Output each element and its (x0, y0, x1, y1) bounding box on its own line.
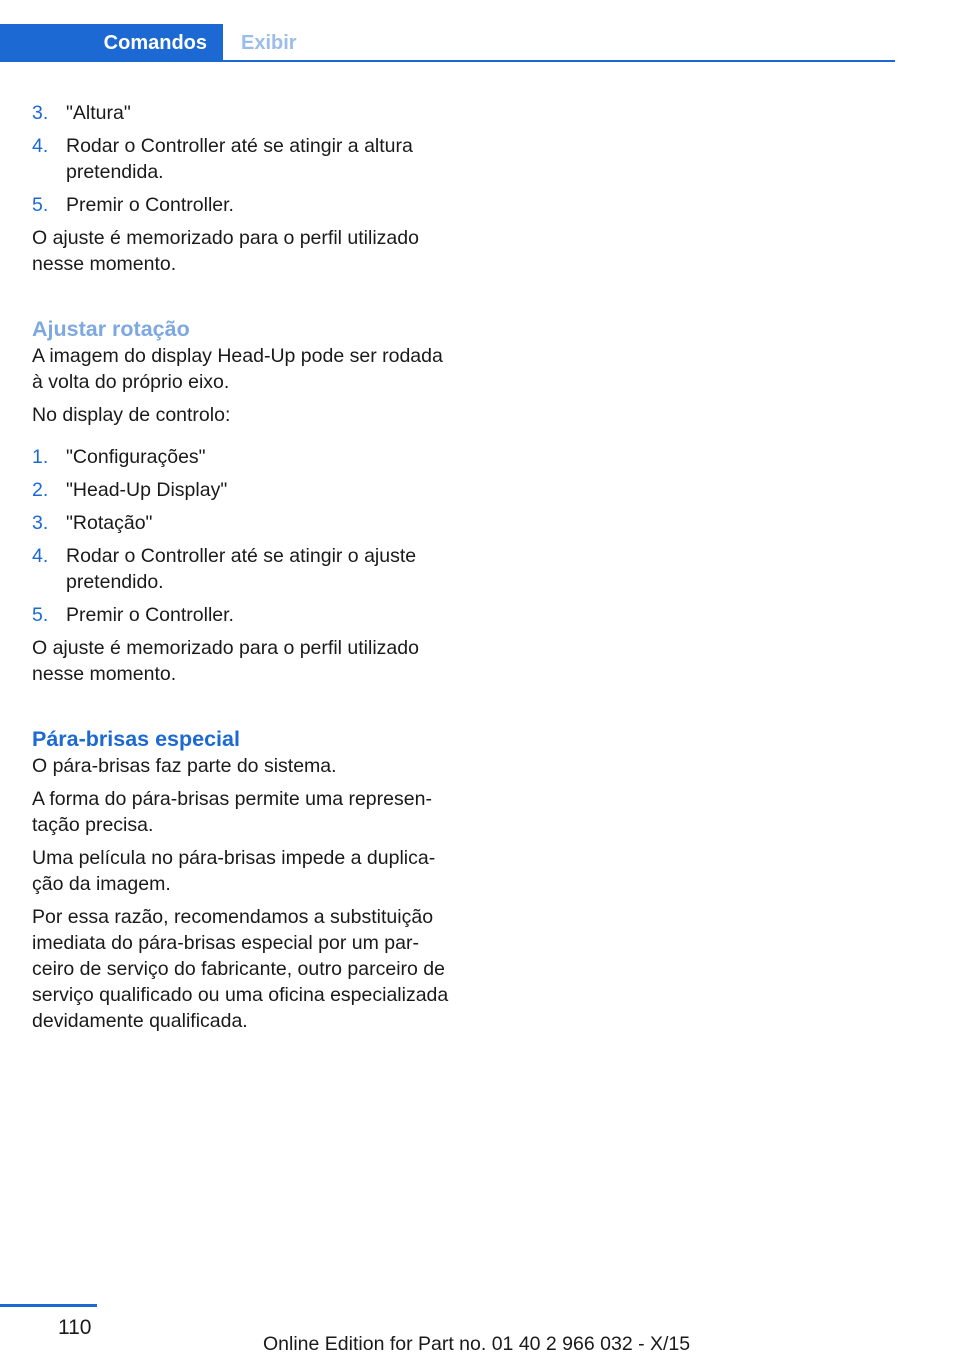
paragraph: No display de controlo: (32, 404, 231, 426)
step-number: 3. (32, 102, 49, 124)
page-header (0, 0, 960, 64)
list-item (32, 543, 452, 595)
paragraph: O ajuste é memorizado para o perfil utilizado nesse momento. (32, 637, 419, 685)
paragraph: Por essa razão, recomendamos a substituição imediata do pára-brisas especial por um parceiro de serviço do fabricante, outro parceiro de serviço qualificado ou uma oficina especializada devidamente qualificada. (32, 906, 449, 1032)
list-item (32, 444, 452, 470)
paragraph: A forma do pára-brisas permite uma representação precisa. (32, 788, 432, 836)
step-number: 3. (32, 512, 49, 534)
list-item (32, 477, 452, 503)
step-text: "Rotação" (66, 512, 153, 534)
section-heading-rotation: Ajustar rotação (32, 317, 190, 341)
step-number: 4. (32, 545, 49, 567)
step-text: "Head-Up Display" (66, 479, 228, 501)
list-item (32, 192, 452, 218)
footer-divider (0, 1304, 97, 1307)
step-text: Rodar o Controller até se atingir a altura pretendida. (66, 135, 413, 183)
section-heading-windshield: Pára-brisas especial (32, 727, 240, 751)
paragraph: O ajuste é memorizado para o perfil utilizado nesse momento. (32, 227, 419, 275)
paragraph: O pára-brisas faz parte do sistema. (32, 755, 337, 777)
step-text: Premir o Controller. (66, 604, 234, 626)
header-divider (0, 60, 895, 62)
list-item (32, 602, 452, 628)
list-item (32, 133, 452, 185)
main-content (32, 100, 452, 1041)
edition-text: Online Edition for Part no. 01 40 2 966 032 - X/15 (263, 1333, 691, 1355)
step-number: 1. (32, 446, 49, 468)
list-item (32, 510, 452, 536)
page-number: 110 (58, 1316, 92, 1339)
step-number: 5. (32, 194, 49, 216)
step-number: 5. (32, 604, 49, 626)
list-item (32, 100, 452, 126)
step-text: Premir o Controller. (66, 194, 234, 216)
step-number: 4. (32, 135, 49, 157)
paragraph: A imagem do display Head-Up pode ser rodada à volta do próprio eixo. (32, 345, 443, 393)
step-number: 2. (32, 479, 49, 501)
step-text: "Altura" (66, 102, 131, 124)
step-text: Rodar o Controller até se atingir o ajuste pretendido. (66, 545, 417, 593)
step-text: "Configurações" (66, 446, 206, 468)
tab-comandos[interactable]: Comandos (0, 24, 223, 62)
tab-exibir[interactable]: Exibir (241, 31, 297, 54)
paragraph: Uma película no pára-brisas impede a duplicação da imagem. (32, 847, 436, 895)
